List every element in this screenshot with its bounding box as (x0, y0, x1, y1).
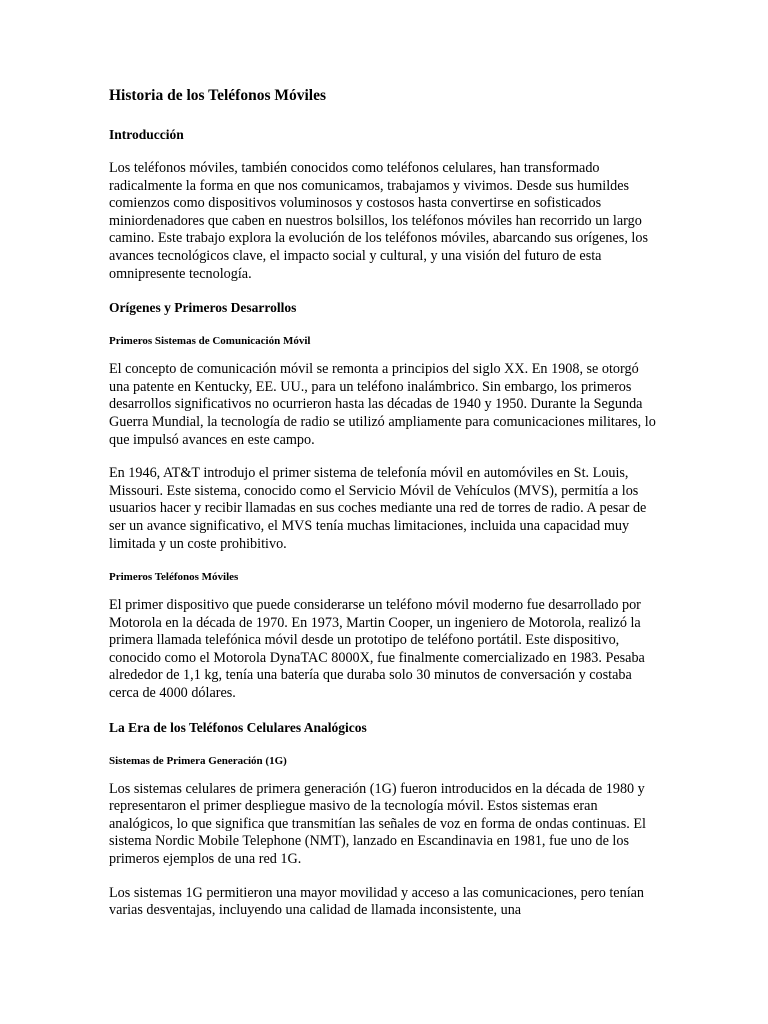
paragraph-primeros-sistemas-1: El concepto de comunicación móvil se remonta a principios del siglo XX. En 1908, se otorgó una patente en Kentucky, EE. UU., para un teléfono inalámbrico. Sin embargo, los primeros desarrollos significativos no ocurrieron hasta las décadas de 1940 y 1950. Durante la Segunda Guerra Mundial, la tecnología de radio se utilizó ampliamente para comunicaciones militares, lo que impulsó avances en este campo. (109, 361, 656, 448)
subsection-heading-primera-generacion: Sistemas de Primera Generación (1G) (109, 754, 287, 767)
subsection-heading-primeros-telefonos: Primeros Teléfonos Móviles (109, 571, 239, 584)
paragraph-primera-generacion-1: Los sistemas celulares de primera generación (1G) fueron introducidos en la década de 1980 y representaron el primer despliegue masivo de la tecnología móvil. Estos sistemas eran analógicos, lo que significa que transmitían las señales de voz en forma de ondas continuas. El sistema Nordic Mobile Telephone (NMT), lanzado en Escandinavia en 1981, fue uno de los primeros ejemplos de una red 1G. (109, 780, 646, 868)
section-heading-introduccion: Introducción (109, 127, 184, 142)
document-title: Historia de los Teléfonos Móviles (109, 87, 326, 104)
section-heading-origenes: Orígenes y Primeros Desarrollos (109, 300, 297, 316)
paragraph-primeros-telefonos: El primer dispositivo que puede considerarse un teléfono móvil moderno fue desarrollado por Motorola en la década de 1970. En 1973, Martin Cooper, un ingeniero de Motorola, realizó la primera llamada telefónica móvil desde un prototipo de teléfono portátil. Este dispositivo, conocido como el Motorola DynaTAC 8000X, fue finalmente comercializado en 1983. Pesaba alrededor de 1,1 kg, tenía una batería que duraba solo 30 minutos de conversación y costaba cerca de 4000 dólares. (109, 597, 645, 702)
paragraph-primera-generacion-2: Los sistemas 1G permitieron una mayor movilidad y acceso a las comunicaciones, pero tenían varias desventajas, incluyendo una calidad de llamada inconsistente, una (109, 884, 645, 919)
paragraph-introduccion: Los teléfonos móviles, también conocidos como teléfonos celulares, han transformado radicalmente la forma en que nos comunicamos, trabajamos y vivimos. Desde sus humildes comienzos como dispositivos voluminosos y costosos hasta convertirse en sofisticados miniordenadores que caben en nuestros bolsillos, los teléfonos móviles han recorrido un largo camino. Este trabajo explora la evolución de los teléfonos móviles, abarcando sus orígenes, los avances tecnológicos clave, el impacto social y cultural, y una visión del futuro de esta omnipresente tecnología. (109, 160, 648, 282)
subsection-heading-primeros-sistemas: Primeros Sistemas de Comunicación Móvil (109, 335, 311, 348)
document-page (109, 86, 659, 936)
section-heading-era-analogica: La Era de los Teléfonos Celulares Analógicos (109, 719, 367, 735)
paragraph-primeros-sistemas-2: En 1946, AT&T introdujo el primer sistema de telefonía móvil en automóviles en St. Louis, Missouri. Este sistema, conocido como el Servicio Móvil de Vehículos (MVS), permitía a los usuarios hacer y recibir llamadas en sus coches mediante una red de torres de radio. A pesar de ser un avance significativo, el MVS tenía muchas limitaciones, incluida una capacidad muy limitada y un coste prohibitivo. (109, 465, 647, 552)
